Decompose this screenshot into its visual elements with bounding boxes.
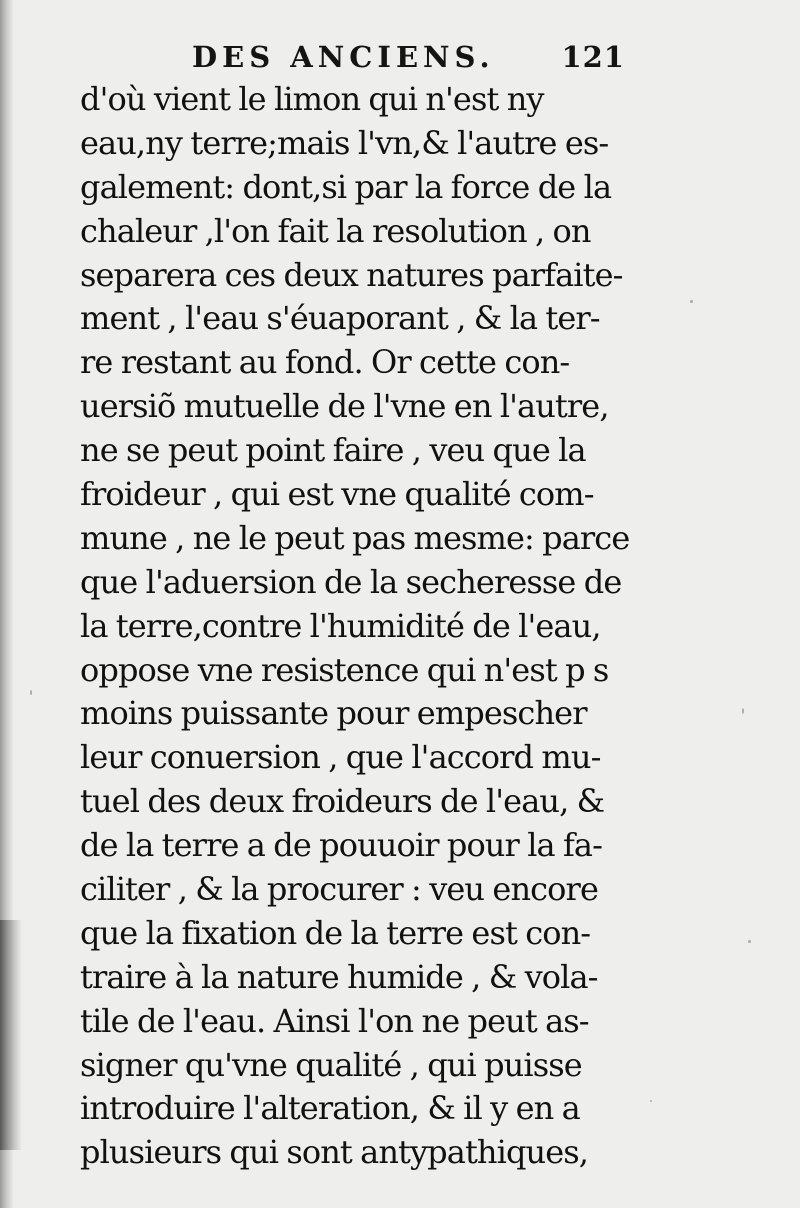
text-line: moins puissante pour empescher [80, 694, 587, 733]
text-line: introduire l'alteration, & il y en a [80, 1089, 580, 1128]
text-line: uersiõ mutuelle de l'vne en l'autre, [80, 387, 609, 426]
text-line: tile de l'eau. Ainsi l'on ne peut as- [80, 1001, 589, 1040]
text-line: d'où vient le limon qui n'est ny [80, 80, 544, 118]
text-line: mune , ne le peut pas mesme: parce [80, 518, 630, 557]
text-line: leur conuersion , que l'accord mu- [80, 738, 601, 777]
paper-speck [650, 1100, 652, 1102]
text-line: ne se peut point faire , veu que la [80, 431, 586, 470]
paper-speck [690, 300, 693, 303]
text-line: plusieurs qui sont antypathiques, [80, 1133, 589, 1172]
text-line: ment , l'eau s'éuaporant , & la ter- [80, 299, 600, 338]
running-head: DES ANCIENS. [192, 40, 495, 74]
text-line: tuel des deux froideurs de l'eau, & [80, 782, 605, 821]
text-line: ciliter , & la procurer : veu encore [80, 870, 598, 909]
binding-shadow [0, 920, 22, 1150]
text-line: que l'aduersion de la secheresse de [80, 562, 622, 601]
page-header [80, 34, 625, 84]
text-line: la terre,contre l'humidité de l'eau, [80, 606, 601, 645]
body-text [80, 78, 630, 1175]
paper-speck [742, 708, 744, 714]
paper-speck [30, 690, 32, 695]
text-line: froideur , qui est vne qualité com- [80, 475, 594, 514]
page-number: 121 [561, 40, 625, 74]
paper-speck [748, 940, 751, 943]
text-line: de la terre a de pouuoir pour la fa- [80, 826, 603, 865]
text-line: oppose vne resistence qui n'est p s [80, 650, 609, 689]
text-line: signer qu'vne qualité , qui puisse [80, 1045, 582, 1084]
text-line: chaleur ,l'on fait la resolution , on [80, 211, 591, 250]
text-line: separera ces deux natures parfaite- [80, 255, 623, 294]
text-line: que la fixation de la terre est con- [80, 913, 591, 952]
text-line: galement: dont,si par la force de la [80, 167, 612, 206]
text-line: re restant au fond. Or cette con- [80, 343, 570, 382]
text-line: traire à la nature humide , & vola- [80, 957, 598, 996]
text-line: eau,ny terre;mais l'vn,& l'autre es- [80, 123, 609, 162]
